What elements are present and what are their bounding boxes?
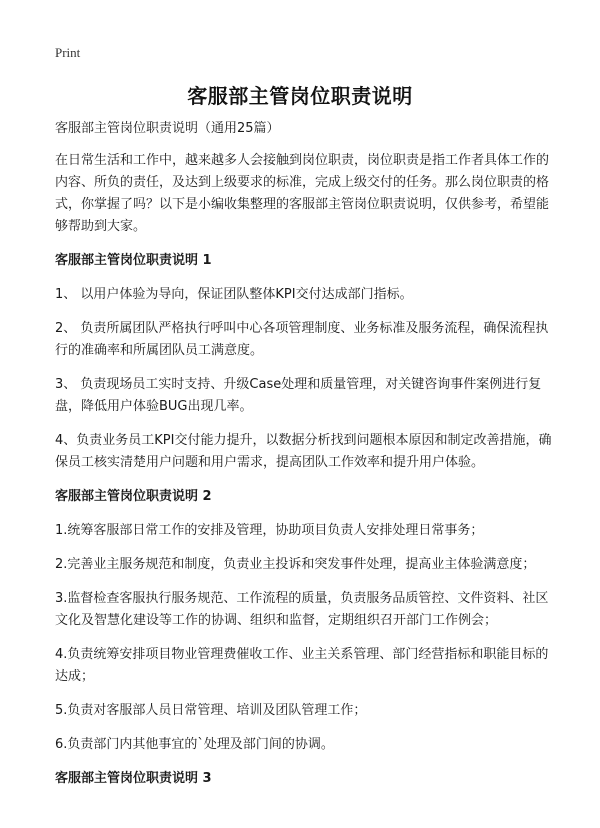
list-item: 3、 负责现场员工实时支持、升级Case处理和质量管理，对关键咨询事件案例进行复盘，降低用户体验BUG出现几率。 xyxy=(55,377,542,414)
section-heading: 客服部主管岗位职责说明 2 xyxy=(55,489,212,504)
list-item: 1、 以用户体验为导向，保证团队整体KPI交付达成部门指标。 xyxy=(55,287,413,302)
page-title: 客服部主管岗位职责说明 xyxy=(187,84,413,108)
print-label: Print xyxy=(55,45,81,60)
list-item: 2.完善业主服务规范和制度，负责业主投诉和突发事件处理，提高业主体验满意度； xyxy=(55,557,536,572)
section-heading: 客服部主管岗位职责说明 3 xyxy=(55,771,212,786)
list-item: 4.负责统筹安排项目物业管理费催收工作、业主关系管理、部门经营指标和职能目标的达成； xyxy=(55,647,549,684)
list-item: 6.负责部门内其他事宜的`处理及部门间的协调。 xyxy=(55,737,334,752)
section-heading: 客服部主管岗位职责说明 1 xyxy=(55,253,212,268)
intro-paragraph: 在日常生活和工作中，越来越多人会接触到岗位职责，岗位职责是指工作者具体工作的内容、所负的责任，及达到上级要求的标准，完成上级交付的任务。那么岗位职责的格式，你掌握了吗？以下是小编收集整理的客服部主管岗位职责说明，仅供参考，希望能够帮助到大家。 xyxy=(55,153,550,234)
document-body xyxy=(55,118,555,802)
list-item: 1.统筹客服部日常工作的安排及管理，协助项目负责人安排处理日常事务； xyxy=(55,523,484,538)
list-item: 5.负责对客服部人员日常管理、培训及团队管理工作； xyxy=(55,703,367,718)
list-item: 3.监督检查客服执行服务规范、工作流程的质量，负责服务品质管控、文件资料、社区文化及智慧化建设等工作的协调、组织和监督，定期组织召开部门工作例会； xyxy=(55,591,549,628)
list-item: 4、负责业务员工KPI交付能力提升，以数据分析找到问题根本原因和制定改善措施，确保员工核实清楚用户问题和用户需求，提高团队工作效率和提升用户体验。 xyxy=(55,433,552,470)
document-subtitle: 客服部主管岗位职责说明（通用25篇） xyxy=(55,121,280,136)
list-item: 2、 负责所属团队严格执行呼叫中心各项管理制度、业务标准及服务流程，确保流程执行的准确率和所属团队员工满意度。 xyxy=(55,321,549,358)
